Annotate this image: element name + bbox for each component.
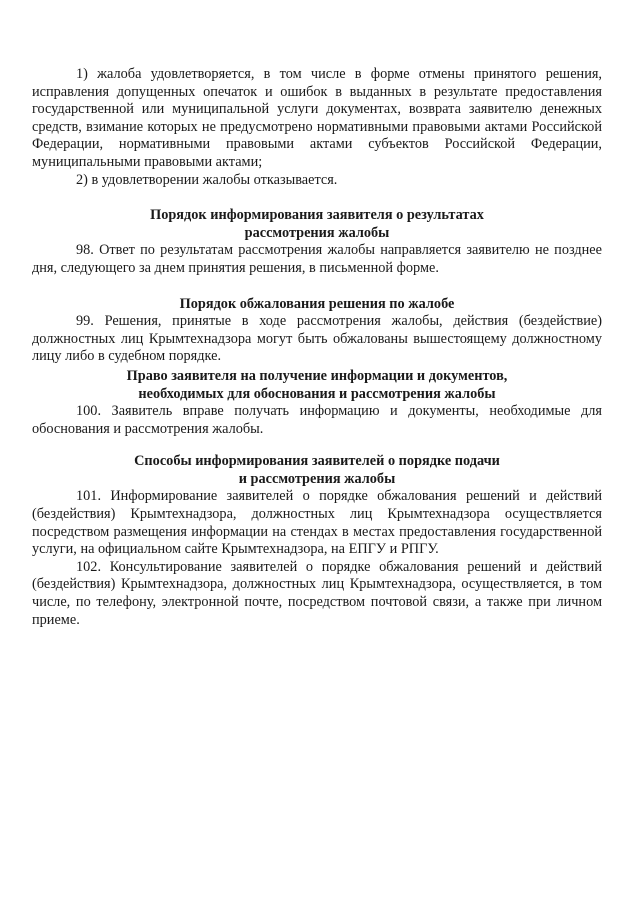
document-page: [32, 66, 602, 629]
paragraph-98: 98. Ответ по результатам рассмотрения жалобы направляется заявителю не позднее дня, следующего за днем принятия решения, в письменной форме.: [32, 242, 602, 276]
heading-informing-methods: [32, 453, 602, 488]
paragraph-99: 99. Решения, принятые в ходе рассмотрения жалобы, действия (бездействие) должностных лиц Крымтехнадзора могут быть обжалованы вышестоящему должностному лицу либо в судебном порядке.: [32, 313, 602, 365]
spacer: [32, 278, 602, 296]
paragraph-100: 100. Заявитель вправе получать информацию и документы, необходимые для обоснования и рассмотрения жалобы.: [32, 403, 602, 437]
spacer: [32, 189, 602, 207]
heading-appeal-procedure: [32, 296, 602, 314]
heading-line: Право заявителя на получение информации и документов,: [126, 367, 508, 384]
paragraph-102: 102. Консультирование заявителей о порядке обжалования решений и действий (бездействия) Крымтехнадзора, должностных лиц Крымтехнадзора, осуществляется, в том числе, по телефону, электронной почте, посредством почтовой связи, а также при личном приеме.: [32, 558, 602, 628]
heading-line: рассмотрения жалобы: [244, 224, 390, 241]
paragraph-complaint-satisfied: 1) жалоба удовлетворяется, в том числе в форме отмены принятого решения, исправления допущенных опечаток и ошибок в выданных в результате предоставления государственной или муниципальной услуги документах, возврата заявителю денежных средств, взимание которых не предусмотрено нормативными правовыми актами Российской Федерации, нормативными правовыми актами субъектов Российской Федерации, муниципальными правовыми актами;: [32, 66, 602, 170]
heading-informing-results: [32, 207, 602, 242]
paragraph-101: 101. Информирование заявителей о порядке обжалования решений и действий (бездействия) Крымтехнадзора, должностных лиц Крымтехнадзора осуществляется посредством размещения информации на стендах в местах предоставления государственной услуги, на официальном сайте Крымтехнадзора, на ЕПГУ и РПГУ.: [32, 488, 602, 558]
heading-line: Способы информирования заявителей о порядке подачи: [134, 453, 500, 470]
heading-line: Порядок информирования заявителя о результатах: [150, 207, 484, 224]
heading-line: Порядок обжалования решения по жалобе: [179, 295, 455, 312]
heading-line: необходимых для обоснования и рассмотрения жалобы: [138, 385, 496, 402]
spacer: [32, 438, 602, 453]
paragraph-complaint-refused: 2) в удовлетворении жалобы отказывается.: [76, 171, 338, 188]
heading-line: и рассмотрения жалобы: [238, 470, 396, 487]
heading-right-to-information: [32, 368, 602, 403]
